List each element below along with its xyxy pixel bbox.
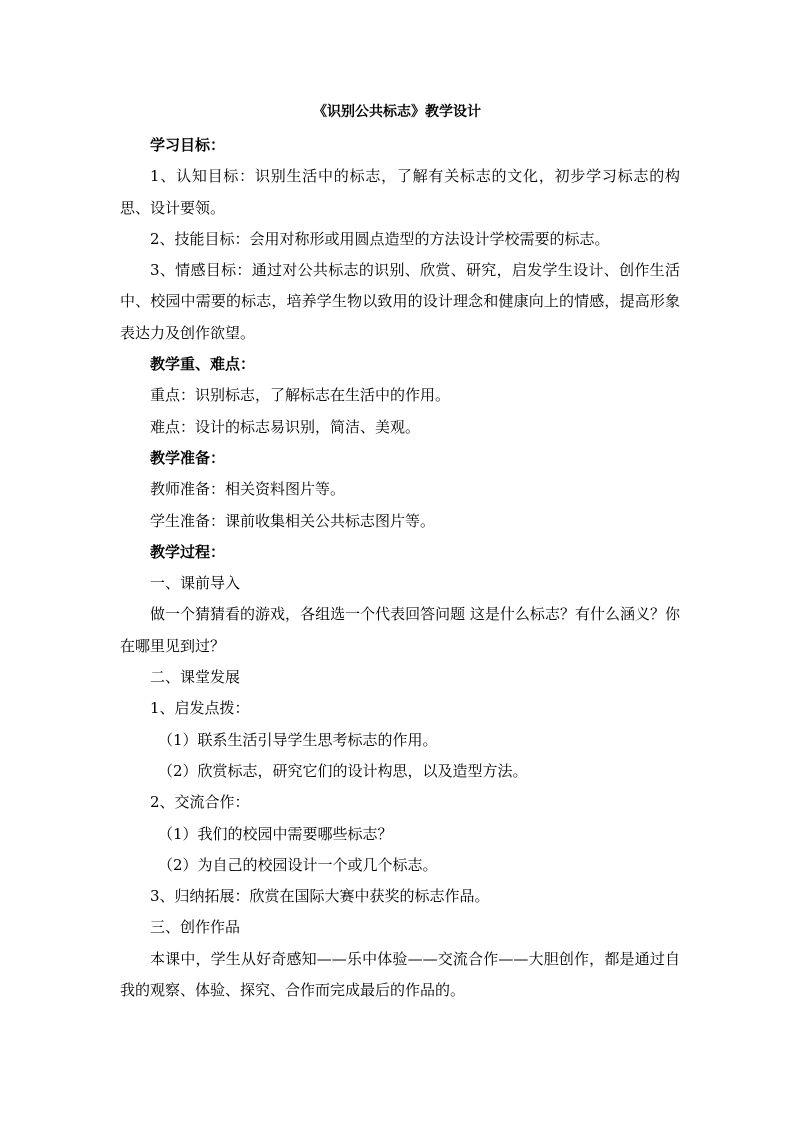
section-heading-preparation: 教学准备：: [150, 448, 226, 467]
paragraph-cognitive-goal: 1、认知目标：识别生活中的标志，了解有关标志的文化，初步学习标志的构思、设计要领。: [120, 167, 680, 217]
paragraph-emotional-goal: 3、情感目标：通过对公共标志的识别、欣赏、研究，启发学生设计、创作生活中、校园中需要的标志，培养学生物以致用的设计理念和健康向上的情感，提高形象表达力及创作欲望。: [120, 261, 680, 342]
paragraph-step-intro: 一、课前导入: [150, 574, 241, 593]
section-heading-process: 教学过程：: [150, 542, 226, 561]
document-title: 《识别公共标志》教学设计: [313, 104, 481, 120]
paragraph-difficulty: 难点：设计的标志易识别，简洁、美观。: [150, 417, 421, 436]
paragraph-guessing-game: 做一个猜猜看的游戏，各组选一个代表回答问题 这是什么标志？有什么涵义？你在哪里见到过？: [120, 605, 680, 655]
list-item: （2）为自己的校园设计一个或几个标志。: [158, 855, 438, 874]
list-item: （1）联系生活引导学生思考标志的作用。: [158, 730, 438, 749]
list-item: （1）我们的校园中需要哪些标志？: [158, 824, 393, 843]
paragraph-skill-goal: 2、技能目标：会用对称形或用圆点造型的方法设计学校需要的标志。: [150, 229, 610, 248]
paragraph-key-point: 重点：识别标志，了解标志在生活中的作用。: [150, 386, 451, 405]
paragraph-summary: 本课中，学生从好奇感知——乐中体验——交流合作——大胆创作，都是通过自我的观察、体验、探究、合作而完成最后的作品的。: [120, 949, 680, 1000]
paragraph-extension: 3、归纳拓展：欣赏在国际大赛中获奖的标志作品。: [150, 887, 490, 906]
paragraph-student-prep: 学生准备：课前收集相关公共标志图片等。: [150, 511, 436, 530]
paragraph-step-development: 二、课堂发展: [150, 668, 241, 687]
section-heading-key-points: 教学重、难点：: [150, 355, 256, 374]
paragraph-step-creation: 三、创作作品: [150, 918, 241, 937]
paragraph-teacher-prep: 教师准备：相关资料图片等。: [150, 480, 346, 499]
paragraph-collaboration: 2、交流合作：: [150, 793, 250, 812]
section-heading-objectives: 学习目标：: [150, 136, 226, 154]
document-body: [120, 130, 680, 1006]
paragraph-inspiration: 1、启发点拨：: [150, 699, 250, 718]
list-item: （2）欣赏标志，研究它们的设计构思，以及造型方法。: [158, 761, 528, 780]
